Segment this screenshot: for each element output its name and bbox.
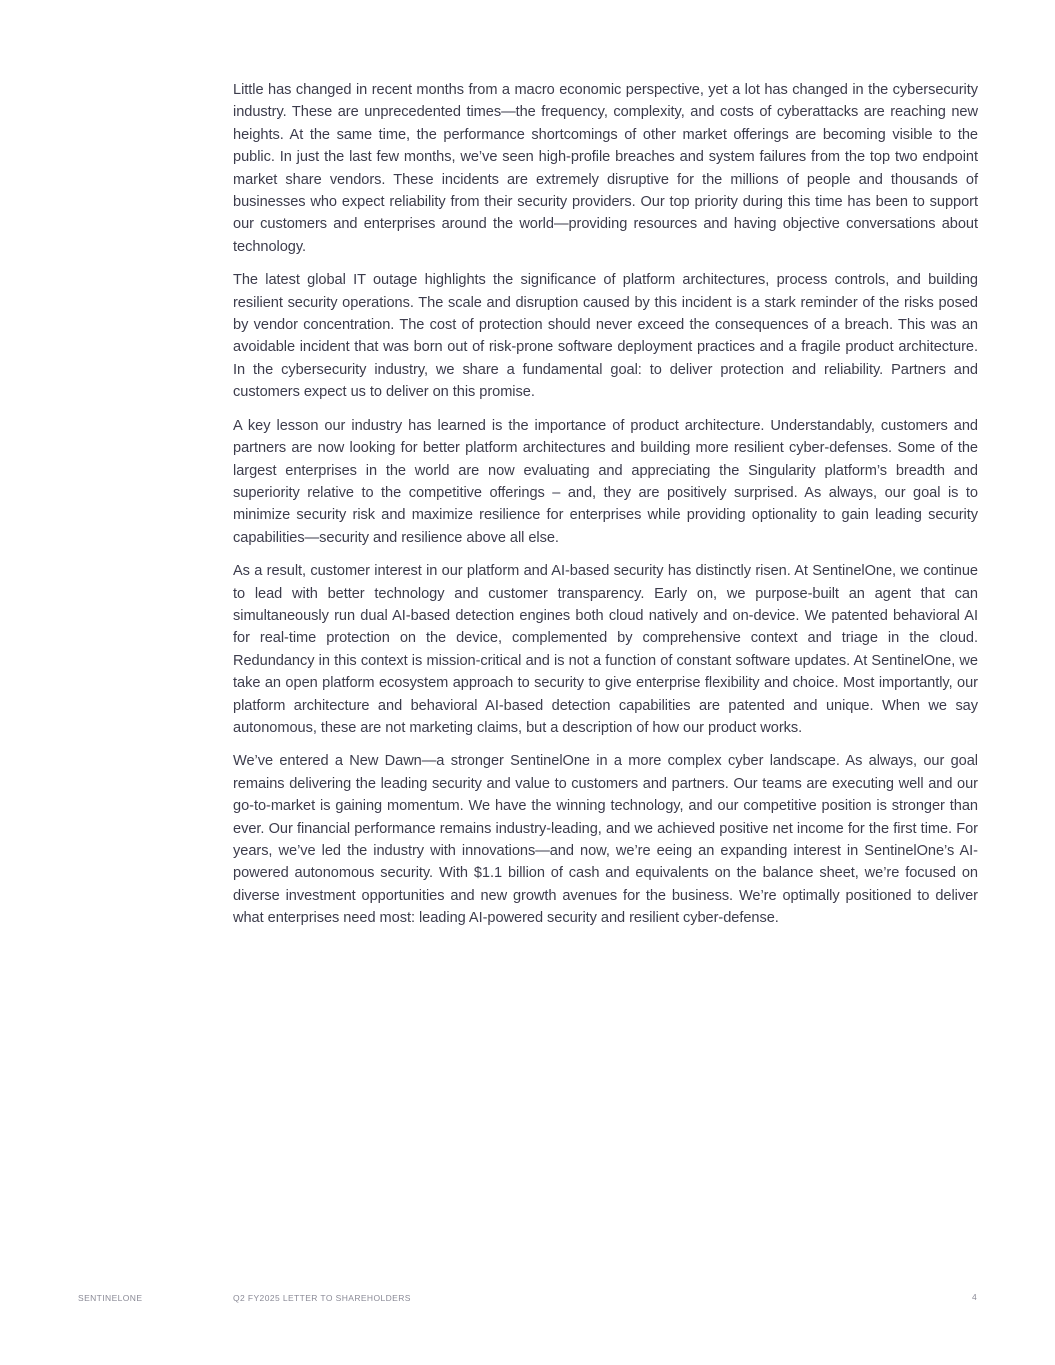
footer-document-title: Q2 FY2025 LETTER TO SHAREHOLDERS xyxy=(233,1293,411,1303)
paragraph-new-dawn: We’ve entered a New Dawn—a stronger SentinelOne in a more complex cyber landscape. As always, our goal remains delivering the leading security and value to customers and partners. Our teams are executing well and our go-to-market is gaining momentum. We have the winning technology, and our competitive position is stronger than ever. Our financial performance remains industry-leading, and we achieved positive net income for the first time. For years, we’ve led the industry with innovations—and now, we’re eeing an expanding interest in SentinelOne’s AI-powered autonomous security. With $1.1 billion of cash and equivalents on the balance sheet, we’re focused on diverse investment opportunities and new growth avenues for the business. We’re optimally positioned to deliver what enterprises need most: leading AI-powered security and resilient cyber-defense. xyxy=(233,753,978,927)
paragraph-customer-interest: As a result, customer interest in our platform and AI-based security has distinctly risen. At SentinelOne, we continue to lead with better technology and customer transparency. Early on, we purpose-built an agent that can simultaneously run dual AI-based detection engines both cloud natively and on-device. We patented behavioral AI for real-time protection on the device, complemented by comprehensive context and triage in the cloud. Redundancy in this context is mission-critical and is not a function of constant software updates. At SentinelOne, we take an open platform ecosystem approach to security to give enterprise flexibility and choice. Most importantly, our platform architecture and behavioral AI-based detection capabilities are patented and unique. When we say autonomous, these are not marketing claims, but a description of how our product works. xyxy=(233,563,978,736)
footer-company-name: SENTINELONE xyxy=(78,1293,143,1303)
paragraph-macro-perspective: Little has changed in recent months from a macro economic perspective, yet a lot has changed in the cybersecurity industry. These are unprecedented times—the frequency, complexity, and costs of cyberattacks are reaching new heights. At the same time, the performance shortcomings of other market offerings are becoming visible to the public. In just the last few months, we’ve seen high-profile breaches and system failures from the top two endpoint market share vendors. These incidents are extremely disruptive for the millions of people and thousands of businesses who expect reliability from their security providers. Our top priority during this time has been to support our customers and enterprises around the world—providing resources and having objective conversations about technology. xyxy=(233,82,978,255)
page-number: 4 xyxy=(972,1292,978,1302)
paragraph-product-architecture: A key lesson our industry has learned is the importance of product architecture. Understandably, customers and partners are now looking for better platform architectures and building more resilient cyber-defenses. Some of the largest enterprises in the world are now evaluating and appreciating the Singularity platform’s breadth and superiority relative to the competitive offerings – and, they are positively surprised. As always, our goal is to minimize security risk and maximize resilience for enterprises while providing optionality to gain leading security capabilities—security and resilience above all else. xyxy=(233,417,978,546)
paragraph-it-outage: The latest global IT outage highlights the significance of platform architectures, process controls, and building resilient security operations. The scale and disruption caused by this incident is a stark reminder of the risks posed by vendor concentration. The cost of protection should never exceed the consequences of a breach. This was an avoidable incident that was born out of risk-prone software deployment practices and a fragile product architecture. In the cybersecurity industry, we share a fundamental goal: to deliver protection and reliability. Partners and customers expect us to deliver on this promise. xyxy=(233,272,978,401)
letter-body xyxy=(233,79,978,941)
